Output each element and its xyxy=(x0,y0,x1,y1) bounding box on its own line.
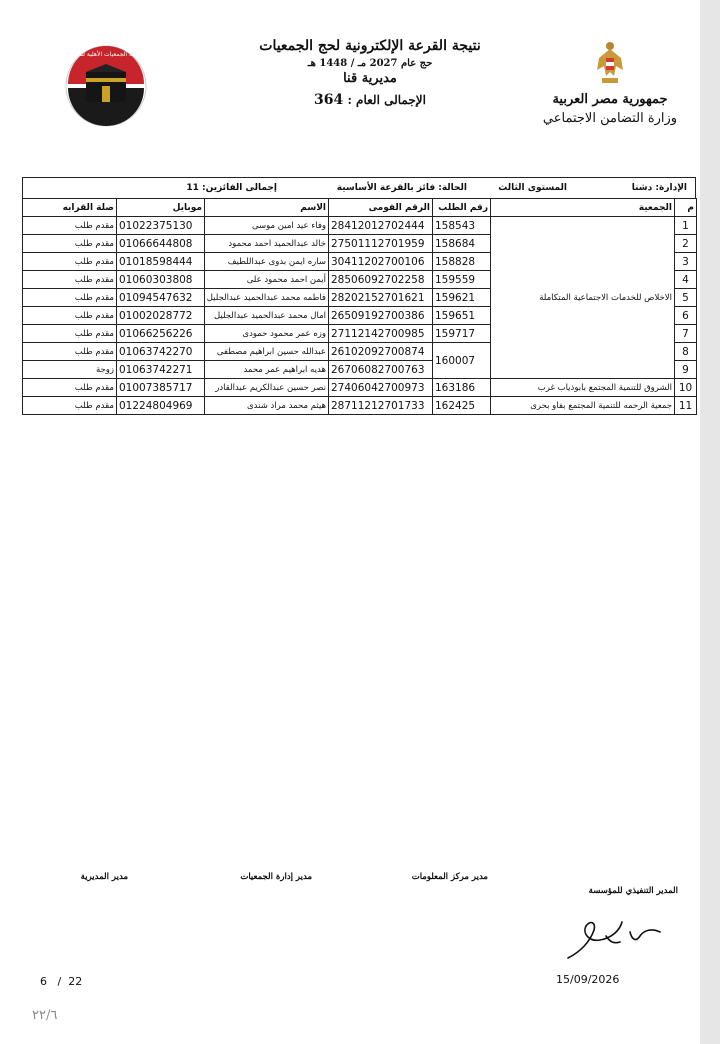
cell-mobile: 01022375130 xyxy=(117,217,205,235)
cell-req: 158543 xyxy=(433,217,491,235)
country-name: جمهورية مصر العربية xyxy=(552,92,668,107)
cell-m: 5 xyxy=(675,289,697,307)
status-label: الحالة: فائز بالقرعة الأساسية xyxy=(336,183,467,193)
results-table xyxy=(22,198,697,415)
cell-nid: 28202152701621 xyxy=(329,289,433,307)
signatures xyxy=(0,872,700,902)
col-name: الاسم xyxy=(205,199,329,217)
winners-label: إجمالى الفائزين: 11 xyxy=(186,183,277,193)
cell-rel: زوجة xyxy=(23,361,117,379)
cell-mobile: 01224804969 xyxy=(117,397,205,415)
level-label: المستوى الثالث xyxy=(498,183,567,193)
cell-mobile: 01063742270 xyxy=(117,343,205,361)
print-date: 15/09/2026 xyxy=(556,973,620,986)
cell-assoc: جمعية الرحمه للتنمية المجتمع بفاو بحرى xyxy=(491,397,675,415)
cell-rel: مقدم طلب xyxy=(23,289,117,307)
cell-mobile: 01018598444 xyxy=(117,253,205,271)
cell-rel: مقدم طلب xyxy=(23,235,117,253)
ministry-name: وزارة التضامن الاجتماعي xyxy=(542,111,678,126)
cell-nid: 30411202700106 xyxy=(329,253,433,271)
col-mobile: موبايل xyxy=(117,199,205,217)
page-title: نتيجة القرعة الإلكترونية لحج الجمعيات xyxy=(259,38,481,54)
cell-nid: 28506092702258 xyxy=(329,271,433,289)
cell-req: 160007 xyxy=(433,343,491,379)
cell-rel: مقدم طلب xyxy=(23,307,117,325)
cell-req: 159621 xyxy=(433,289,491,307)
logo-text: بعثة الجمعيات الأهلية للحج xyxy=(73,51,139,58)
cell-nid: 27406042700973 xyxy=(329,379,433,397)
table-row xyxy=(23,397,697,415)
cell-rel: مقدم طلب xyxy=(23,343,117,361)
cell-name: أيمن احمد محمود على xyxy=(205,271,329,289)
col-nid: الرقم القومى xyxy=(329,199,433,217)
cell-rel: مقدم طلب xyxy=(23,271,117,289)
cell-req: 158828 xyxy=(433,253,491,271)
cell-m: 2 xyxy=(675,235,697,253)
cell-mobile: 01066256226 xyxy=(117,325,205,343)
table-row xyxy=(23,217,697,235)
total-value: 364 xyxy=(314,92,344,108)
cell-name: هديه ابراهيم عمر محمد xyxy=(205,361,329,379)
cell-name: ساره ايمن بدوى عبداللطيف xyxy=(205,253,329,271)
cell-rel: مقدم طلب xyxy=(23,397,117,415)
cell-mobile: 01060303808 xyxy=(117,271,205,289)
cell-m: 9 xyxy=(675,361,697,379)
col-m: م xyxy=(675,199,697,217)
cell-mobile: 01002028772 xyxy=(117,307,205,325)
cell-req: 163186 xyxy=(433,379,491,397)
sig-info: مدير مركز المعلومات xyxy=(411,872,488,882)
cell-req: 159651 xyxy=(433,307,491,325)
ministry-block xyxy=(530,40,690,126)
cell-rel: مقدم طلب xyxy=(23,325,117,343)
directorate: مديرية قنا xyxy=(343,71,397,86)
cell-name: خالد عبدالحميد احمد محمود xyxy=(205,235,329,253)
cell-name: هيثم محمد مراد شندى xyxy=(205,397,329,415)
cell-m: 7 xyxy=(675,325,697,343)
cell-mobile: 01066644808 xyxy=(117,235,205,253)
page-number xyxy=(40,975,82,988)
grand-total xyxy=(240,92,500,108)
page-sep: / xyxy=(57,975,62,988)
cell-rel: مقدم طلب xyxy=(23,379,117,397)
table-header-row xyxy=(23,199,697,217)
cell-req: 158684 xyxy=(433,235,491,253)
info-bar xyxy=(22,177,696,198)
sig-directorate: مدير المديرية xyxy=(80,872,128,882)
cell-mobile: 01007385717 xyxy=(117,379,205,397)
handwritten-signature xyxy=(560,912,670,962)
total-label: الإجمالى العام : xyxy=(347,93,426,107)
table-body xyxy=(23,217,697,415)
cell-name: عبدالله حسين ابراهيم مصطفى xyxy=(205,343,329,361)
hajj-year: حج عام 2027 مـ / 1448 هـ xyxy=(307,58,433,69)
table-row xyxy=(23,379,697,397)
cell-req: 162425 xyxy=(433,397,491,415)
title-block xyxy=(240,38,500,108)
cell-req: 159559 xyxy=(433,271,491,289)
cell-rel: مقدم طلب xyxy=(23,217,117,235)
cell-rel: مقدم طلب xyxy=(23,253,117,271)
cell-m: 3 xyxy=(675,253,697,271)
sig-exec: المدير التنفيذي للمؤسسة xyxy=(588,886,678,896)
cell-name: امال محمد عبدالحميد عبدالجليل xyxy=(205,307,329,325)
col-assoc: الجمعية xyxy=(491,199,675,217)
cell-m: 4 xyxy=(675,271,697,289)
cell-name: وزه عمر محمود حمودى xyxy=(205,325,329,343)
cell-m: 8 xyxy=(675,343,697,361)
admin-label: الإدارة: دشنا xyxy=(631,183,687,193)
cell-m: 1 xyxy=(675,217,697,235)
handwritten-note: ٢٢/٦ xyxy=(32,1008,58,1023)
cell-nid: 26509192700386 xyxy=(329,307,433,325)
page-current: 6 xyxy=(40,975,47,988)
cell-mobile: 01063742271 xyxy=(117,361,205,379)
cell-name: نصر حسين عبدالكريم عبدالقادر xyxy=(205,379,329,397)
cell-m: 10 xyxy=(675,379,697,397)
cell-nid: 27501112701959 xyxy=(329,235,433,253)
cell-name: وفاء عيد امين موسى xyxy=(205,217,329,235)
cell-assoc: الشروق للتنمية المجتمع بابوذياب غرب xyxy=(491,379,675,397)
page-total: 22 xyxy=(68,975,83,988)
col-rel: صلة القرابه xyxy=(23,199,117,217)
eagle-emblem-icon xyxy=(595,40,625,86)
col-req: رقم الطلب xyxy=(433,199,491,217)
sig-assoc-admin: مدير إدارة الجمعيات xyxy=(240,872,312,882)
cell-nid: 26102092700874 xyxy=(329,343,433,361)
cell-mobile: 01094547632 xyxy=(117,289,205,307)
cell-nid: 28711212701733 xyxy=(329,397,433,415)
cell-m: 6 xyxy=(675,307,697,325)
results-table-wrap xyxy=(22,177,696,415)
cell-m: 11 xyxy=(675,397,697,415)
cell-name: فاطمه محمد عبدالحميد عبدالجليل xyxy=(205,289,329,307)
header xyxy=(0,0,700,170)
hajj-logo xyxy=(64,36,148,136)
cell-nid: 27112142700985 xyxy=(329,325,433,343)
cell-assoc-merged: الاخلاص للخدمات الاجتماعية المتكاملة xyxy=(491,217,675,379)
cell-nid: 28412012702444 xyxy=(329,217,433,235)
cell-nid: 26706082700763 xyxy=(329,361,433,379)
cell-req: 159717 xyxy=(433,325,491,343)
